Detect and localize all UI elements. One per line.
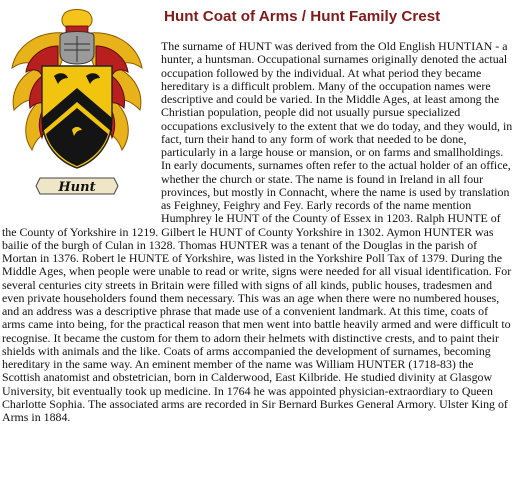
article-text [2,40,514,424]
crest-name-label: Hunt [58,180,96,195]
page-title: Hunt Coat of Arms / Hunt Family Crest [164,8,441,25]
crest-spacer [2,40,161,218]
article-paragraph: The surname of HUNT was derived from the Old English HUNTIAN - a hunter, a huntsman. Occupational surnames originally denoted the actual occupation followed by the individual. At what period they became hereditary is a difficult problem. Many of the occupation names were descriptive and could be varied. In the Middle Ages, at least among the Christian population, people did not usually pursue specialized occupations exclusively to the extent that we do today, and they would, in fact, turn their hand to any form of work that needed to be done, particularly in a large house or mansion, or on farms and smallholdings. In early documents, surnames often refer to the actual holder of an office, whether the church or state. The name is found in Ireland in all four provinces, but mostly in Connacht, where the name is used by translation as Feighney, Feighry and Fey. Early records of the name mention Humphrey le HUNT of the County of Essex in 1203. Ralph HUNTE of the County of Yorkshire in 1219. Gilbert le HUNT of County Yorkshire in 1302. Aymon HUNTER was bailie of the burgh of Culan in 1328. Thomas HUNTER was a tenant of the Douglas in the parish of Mortan in 1376. Robert le HUNTE of Yorkshire, was listed in the Yorkshire Poll Tax of 1379. During the Middle Ages, when people were unable to read or write, signs were needed for all visual identification. For several centuries city streets in Britain were filled with signs of all kinds, public houses, tradesmen and even private householders found them necessary. This was an age when there were no numbered houses, and an address was a descriptive phrase that made use of a convenient landmark. At this time, coats of arms came into being, for the practical reason that men went into battle heavily armed and were difficult to recognise. It became the custom for them to adorn their helmets with distinctive crests, and to paint their shields with animals and the like. Coats of arms accompanied the development of surnames, becoming hereditary in the same way. An eminent member of the name was William HUNTER (1718-83) the Scottish anatomist and obstetrician, born in Calderwood, East Kilbride. He studied divinity at Glasgow University, bit eventually took up medicine. In 1764 he was appointed physician-extraordiary to Queen Charlotte Sophia. The associated arms are recorded in Sir Bernard Burkes General Armory. Ulster King of Arms in 1884. [2,39,513,424]
